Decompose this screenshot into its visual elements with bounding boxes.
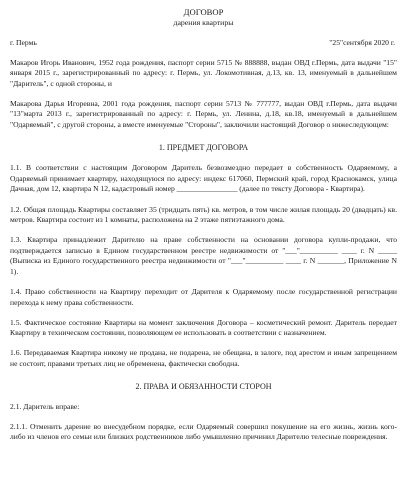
clause-1-4: 1.4. Право собственности на Квартиру переходит от Дарителя к Одаряемому после государственной регистрации перехода к нему права собственности.: [10, 287, 397, 307]
section-2-heading: 2. ПРАВА И ОБЯЗАННОСТИ СТОРОН: [135, 381, 272, 391]
party-donor: Макаров Игорь Иванович, 1952 года рождения, паспорт серии 5715 № 888888, выдан ОВД г.Пермь, дата выдачи "15" января 2015 г., зарегистрированный по адресу: г. Пермь, ул. Локомотивная, д.13, кв. 13, именуемый в дальнейшем "Даритель", с одной стороны, и: [10, 57, 397, 88]
city: г. Пермь: [10, 38, 37, 47]
party-donee: Макарова Дарья Игоревна, 2001 года рождения, паспорт серии 5713 № 777777, выдан ОВД г.Пермь, дата выдачи "13"марта 2013 г., зарегистрированный по адресу: г. Пермь, ул. Ленина, д.18, кв.18, именуемый в дальнейшем "Одаряемый", с другой стороны, а вместе именуемые "Стороны", заключили настоящий Договор о нижеследующем:: [10, 98, 397, 130]
clause-2-1-1: 2.1.1. Отменить дарение во внесудебном порядке, если Одаряемый совершил покушение на его жизнь, жизнь кого-либо из членов его семьи или близких родственников либо умышленно причинил Дарителю телесные повреждения.: [10, 421, 397, 442]
clause-1-3: 1.3. Квартира принадлежит Дарителю на праве собственности на основании договора купли-продажи, что подтверждается записью в Едином государственном реестре недвижимости от "___"__________ ____ г. N _____ (Выписка из Единого государственного реестра недвижимости от "___"__________ ____ г. N _______, Приложение N 1).: [10, 235, 397, 276]
subsection-2-1: 2.1. Даритель вправе:: [10, 402, 80, 412]
contract-date: "25"сентября 2020 г.: [329, 38, 395, 47]
city-date-row: [10, 38, 397, 49]
clause-1-5: 1.5. Фактическое состояние Квартиры на момент заключения Договора – косметический ремонт. Даритель передает Квартиру в техническом состоянии, позволяющем ее использовать в соответствии с назначением.: [10, 317, 397, 338]
document-title: ДОГОВОР: [183, 7, 224, 17]
document-subtitle: дарения квартиры: [173, 18, 234, 27]
clause-1-2: 1.2. Общая площадь Квартиры составляет 35 (тридцать пять) кв. метров, в том числе жилая площадь 20 (двадцать) кв. метров. Квартира состоит из 1 комнаты, расположена на 2 этаже пятиэтажного дома.: [10, 204, 397, 225]
clause-1-1: 1.1. В соответствии с настоящим Договором Даритель безвозмездно передает в собственность Одаряемому, а Одаряемый принимает квартиру, находящуюся по адресу: индекс 617060, Пермский край, город Краснокамск, улица Дачная, дом 12, квартира N 12, кадастровый номер ________________ (далее по тексту Договора - Квартира).: [10, 163, 397, 194]
clause-1-6: 1.6. Передаваемая Квартира никому не продана, не подарена, не обещана, в залоге, под арестом и иным запрещением не состоит, правами третьих лиц не обременена, фактически свободна.: [10, 348, 397, 369]
section-1-heading: 1. ПРЕДМЕТ ДОГОВОРА: [158, 142, 249, 152]
